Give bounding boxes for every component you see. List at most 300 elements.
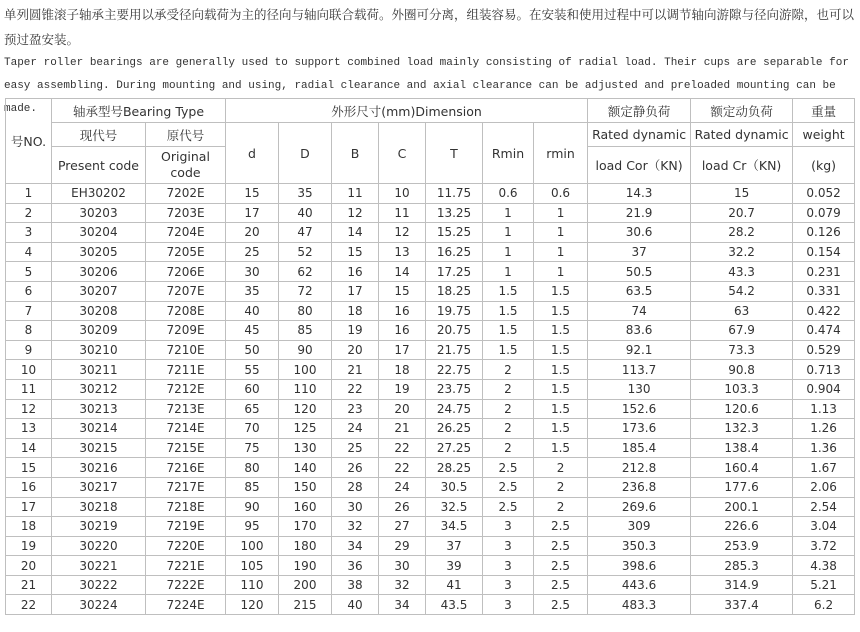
cell-dynamic-load: 54.2 (691, 281, 793, 301)
cell-original-code: 7211E (146, 360, 226, 380)
cell-weight: 0.529 (793, 340, 855, 360)
header-no: 号NO. (6, 99, 52, 184)
header-rmin: rmin (534, 123, 588, 184)
cell-d: 85 (226, 477, 279, 497)
cell-dynamic-load: 67.9 (691, 321, 793, 341)
cell-d: 100 (226, 536, 279, 556)
cell-outer-d: 80 (279, 301, 332, 321)
cell-c: 26 (379, 497, 426, 517)
cell-rmin-cap: 2 (483, 399, 534, 419)
cell-rmin: 2.5 (534, 556, 588, 576)
cell-dynamic-load: 43.3 (691, 262, 793, 282)
cell-b: 40 (332, 595, 379, 615)
table-row (6, 321, 855, 341)
cell-c: 34 (379, 595, 426, 615)
cell-c: 30 (379, 556, 426, 576)
table-row (6, 438, 855, 458)
cell-b: 18 (332, 301, 379, 321)
cell-dynamic-load: 132.3 (691, 419, 793, 439)
cell-b: 15 (332, 242, 379, 262)
cell-static-load: 37 (588, 242, 691, 262)
cell-rmin-cap: 2 (483, 419, 534, 439)
cell-rmin-cap: 2.5 (483, 497, 534, 517)
cell-rmin-cap: 2 (483, 379, 534, 399)
cell-no: 19 (6, 536, 52, 556)
cell-t: 28.25 (426, 458, 483, 478)
cell-outer-d: 40 (279, 203, 332, 223)
cell-b: 24 (332, 419, 379, 439)
bearing-spec-table (5, 98, 855, 615)
cell-weight: 4.38 (793, 556, 855, 576)
cell-b: 30 (332, 497, 379, 517)
cell-c: 29 (379, 536, 426, 556)
cell-t: 13.25 (426, 203, 483, 223)
cell-c: 27 (379, 517, 426, 537)
cell-c: 21 (379, 419, 426, 439)
cell-present-code: 30213 (52, 399, 146, 419)
cell-rmin-cap: 3 (483, 575, 534, 595)
cell-no: 7 (6, 301, 52, 321)
cell-present-code: 30217 (52, 477, 146, 497)
cell-original-code: 7214E (146, 419, 226, 439)
cell-static-load: 185.4 (588, 438, 691, 458)
cell-original-code: 7224E (146, 595, 226, 615)
cell-d: 65 (226, 399, 279, 419)
cell-present-code: 30210 (52, 340, 146, 360)
cell-t: 32.5 (426, 497, 483, 517)
cell-no: 17 (6, 497, 52, 517)
cell-b: 28 (332, 477, 379, 497)
header-weight-unit: (kg) (793, 147, 855, 184)
cell-c: 13 (379, 242, 426, 262)
cell-d: 30 (226, 262, 279, 282)
header-c: C (379, 123, 426, 184)
cell-rmin: 1.5 (534, 360, 588, 380)
cell-outer-d: 62 (279, 262, 332, 282)
cell-dynamic-load: 177.6 (691, 477, 793, 497)
cell-b: 11 (332, 184, 379, 204)
cell-t: 19.75 (426, 301, 483, 321)
cell-t: 26.25 (426, 419, 483, 439)
table-row (6, 203, 855, 223)
cell-no: 12 (6, 399, 52, 419)
cell-c: 24 (379, 477, 426, 497)
cell-outer-d: 120 (279, 399, 332, 419)
cell-rmin: 1 (534, 203, 588, 223)
header-static-load-unit: load Cor（KN) (588, 147, 691, 184)
cell-rmin: 1.5 (534, 438, 588, 458)
cell-present-code: 30216 (52, 458, 146, 478)
cell-no: 4 (6, 242, 52, 262)
cell-weight: 0.331 (793, 281, 855, 301)
cell-static-load: 483.3 (588, 595, 691, 615)
cell-weight: 0.052 (793, 184, 855, 204)
header-bearing-type: 轴承型号Bearing Type (52, 99, 226, 123)
cell-original-code: 7204E (146, 223, 226, 243)
header-static-load-en: Rated dynamic (588, 123, 691, 147)
table-row (6, 360, 855, 380)
cell-original-code: 7220E (146, 536, 226, 556)
cell-weight: 5.21 (793, 575, 855, 595)
cell-d: 110 (226, 575, 279, 595)
cell-weight: 0.079 (793, 203, 855, 223)
cell-rmin: 2 (534, 477, 588, 497)
cell-present-code: 30204 (52, 223, 146, 243)
cell-static-load: 14.3 (588, 184, 691, 204)
cell-rmin-cap: 3 (483, 517, 534, 537)
cell-t: 23.75 (426, 379, 483, 399)
cell-no: 3 (6, 223, 52, 243)
cell-c: 19 (379, 379, 426, 399)
header-present-code-en: Present code (52, 147, 146, 184)
cell-rmin-cap: 1.5 (483, 301, 534, 321)
cell-no: 16 (6, 477, 52, 497)
cell-t: 22.75 (426, 360, 483, 380)
cell-c: 22 (379, 438, 426, 458)
cell-dynamic-load: 200.1 (691, 497, 793, 517)
cell-weight: 0.904 (793, 379, 855, 399)
cell-t: 17.25 (426, 262, 483, 282)
cell-outer-d: 200 (279, 575, 332, 595)
cell-original-code: 7205E (146, 242, 226, 262)
cell-original-code: 7207E (146, 281, 226, 301)
cell-d: 75 (226, 438, 279, 458)
cell-rmin-cap: 1.5 (483, 281, 534, 301)
table-body (6, 184, 855, 615)
cell-weight: 0.154 (793, 242, 855, 262)
header-dynamic-load-en: Rated dynamic (691, 123, 793, 147)
cell-t: 20.75 (426, 321, 483, 341)
cell-t: 18.25 (426, 281, 483, 301)
cell-no: 6 (6, 281, 52, 301)
cell-outer-d: 150 (279, 477, 332, 497)
cell-d: 105 (226, 556, 279, 576)
cell-dynamic-load: 160.4 (691, 458, 793, 478)
cell-weight: 1.26 (793, 419, 855, 439)
cell-rmin: 2 (534, 497, 588, 517)
table-row (6, 184, 855, 204)
cell-d: 90 (226, 497, 279, 517)
cell-outer-d: 130 (279, 438, 332, 458)
cell-b: 34 (332, 536, 379, 556)
cell-d: 60 (226, 379, 279, 399)
cell-rmin-cap: 1 (483, 242, 534, 262)
table-row (6, 575, 855, 595)
cell-static-load: 30.6 (588, 223, 691, 243)
header-d: d (226, 123, 279, 184)
cell-static-load: 130 (588, 379, 691, 399)
cell-original-code: 7206E (146, 262, 226, 282)
cell-static-load: 74 (588, 301, 691, 321)
cell-t: 30.5 (426, 477, 483, 497)
cell-rmin-cap: 3 (483, 536, 534, 556)
cell-t: 21.75 (426, 340, 483, 360)
cell-present-code: 30211 (52, 360, 146, 380)
cell-original-code: 7218E (146, 497, 226, 517)
cell-rmin: 1.5 (534, 321, 588, 341)
cell-no: 22 (6, 595, 52, 615)
cell-weight: 3.04 (793, 517, 855, 537)
cell-d: 95 (226, 517, 279, 537)
cell-rmin-cap: 1.5 (483, 340, 534, 360)
cell-d: 120 (226, 595, 279, 615)
cell-dynamic-load: 32.2 (691, 242, 793, 262)
cell-original-code: 7222E (146, 575, 226, 595)
cell-c: 16 (379, 321, 426, 341)
cell-outer-d: 110 (279, 379, 332, 399)
cell-t: 24.75 (426, 399, 483, 419)
cell-t: 34.5 (426, 517, 483, 537)
cell-present-code: 30207 (52, 281, 146, 301)
intro-chinese: 单列圆锥滚子轴承主要用以承受径向载荷为主的径向与轴向联合载荷。外圈可分离，组装容易。在安装和使用过程中可以调节轴向游隙与径向游隙，也可以预过盈安装。 (4, 7, 855, 47)
cell-outer-d: 180 (279, 536, 332, 556)
cell-d: 50 (226, 340, 279, 360)
cell-outer-d: 215 (279, 595, 332, 615)
cell-outer-d: 140 (279, 458, 332, 478)
cell-d: 35 (226, 281, 279, 301)
cell-static-load: 398.6 (588, 556, 691, 576)
cell-static-load: 443.6 (588, 575, 691, 595)
cell-no: 21 (6, 575, 52, 595)
cell-rmin: 1.5 (534, 301, 588, 321)
cell-rmin: 1 (534, 223, 588, 243)
cell-outer-d: 52 (279, 242, 332, 262)
header-dimension: 外形尺寸(mm)Dimension (226, 99, 588, 123)
table-row (6, 517, 855, 537)
cell-weight: 3.72 (793, 536, 855, 556)
cell-present-code: 30215 (52, 438, 146, 458)
cell-dynamic-load: 28.2 (691, 223, 793, 243)
cell-present-code: 30212 (52, 379, 146, 399)
cell-no: 2 (6, 203, 52, 223)
cell-d: 40 (226, 301, 279, 321)
cell-t: 43.5 (426, 595, 483, 615)
cell-dynamic-load: 226.6 (691, 517, 793, 537)
cell-weight: 0.231 (793, 262, 855, 282)
cell-t: 15.25 (426, 223, 483, 243)
cell-b: 14 (332, 223, 379, 243)
cell-present-code: 30205 (52, 242, 146, 262)
cell-no: 14 (6, 438, 52, 458)
cell-c: 10 (379, 184, 426, 204)
table-row (6, 477, 855, 497)
cell-rmin: 0.6 (534, 184, 588, 204)
cell-static-load: 269.6 (588, 497, 691, 517)
cell-dynamic-load: 103.3 (691, 379, 793, 399)
cell-t: 39 (426, 556, 483, 576)
cell-rmin: 2.5 (534, 595, 588, 615)
cell-b: 21 (332, 360, 379, 380)
cell-outer-d: 170 (279, 517, 332, 537)
cell-weight: 2.06 (793, 477, 855, 497)
cell-no: 11 (6, 379, 52, 399)
cell-no: 18 (6, 517, 52, 537)
cell-rmin: 2 (534, 458, 588, 478)
cell-dynamic-load: 63 (691, 301, 793, 321)
cell-rmin-cap: 3 (483, 595, 534, 615)
cell-weight: 0.126 (793, 223, 855, 243)
table-row (6, 340, 855, 360)
cell-original-code: 7208E (146, 301, 226, 321)
cell-b: 19 (332, 321, 379, 341)
cell-d: 15 (226, 184, 279, 204)
table-row (6, 301, 855, 321)
cell-present-code: 30203 (52, 203, 146, 223)
cell-c: 18 (379, 360, 426, 380)
cell-static-load: 309 (588, 517, 691, 537)
cell-static-load: 83.6 (588, 321, 691, 341)
table-row (6, 242, 855, 262)
cell-static-load: 21.9 (588, 203, 691, 223)
cell-original-code: 7213E (146, 399, 226, 419)
cell-static-load: 173.6 (588, 419, 691, 439)
cell-rmin: 1 (534, 262, 588, 282)
cell-rmin-cap: 0.6 (483, 184, 534, 204)
cell-c: 20 (379, 399, 426, 419)
cell-dynamic-load: 120.6 (691, 399, 793, 419)
cell-outer-d: 47 (279, 223, 332, 243)
cell-b: 16 (332, 262, 379, 282)
header-static-load-zh: 额定静负荷 (588, 99, 691, 123)
table-row (6, 223, 855, 243)
cell-c: 17 (379, 340, 426, 360)
intro-english: Taper roller bearings are generally used to support combined load mainly consisting of radial load. Their cups are separable for easy assembling. During mounting and using, radial clearance and axial clearance can be adjusted and preloaded mounting can be made. (4, 57, 849, 115)
cell-outer-d: 160 (279, 497, 332, 517)
table-row (6, 595, 855, 615)
cell-d: 45 (226, 321, 279, 341)
header-present-code-zh: 现代号 (52, 123, 146, 147)
cell-present-code: 30206 (52, 262, 146, 282)
cell-t: 37 (426, 536, 483, 556)
header-dynamic-load-unit: load Cr（KN) (691, 147, 793, 184)
cell-rmin-cap: 2 (483, 360, 534, 380)
cell-static-load: 92.1 (588, 340, 691, 360)
header-t: T (426, 123, 483, 184)
cell-outer-d: 72 (279, 281, 332, 301)
cell-rmin: 2.5 (534, 536, 588, 556)
cell-weight: 2.54 (793, 497, 855, 517)
cell-c: 16 (379, 301, 426, 321)
cell-d: 80 (226, 458, 279, 478)
cell-outer-d: 190 (279, 556, 332, 576)
cell-no: 9 (6, 340, 52, 360)
cell-dynamic-load: 253.9 (691, 536, 793, 556)
cell-dynamic-load: 314.9 (691, 575, 793, 595)
cell-no: 15 (6, 458, 52, 478)
cell-rmin-cap: 1 (483, 262, 534, 282)
cell-original-code: 7210E (146, 340, 226, 360)
cell-present-code: 30214 (52, 419, 146, 439)
cell-static-load: 63.5 (588, 281, 691, 301)
cell-outer-d: 35 (279, 184, 332, 204)
cell-rmin: 2.5 (534, 517, 588, 537)
table-row (6, 399, 855, 419)
cell-no: 13 (6, 419, 52, 439)
cell-static-load: 50.5 (588, 262, 691, 282)
cell-rmin: 1.5 (534, 281, 588, 301)
cell-t: 41 (426, 575, 483, 595)
cell-b: 22 (332, 379, 379, 399)
header-original-code-en: Original code (146, 147, 226, 184)
cell-original-code: 7216E (146, 458, 226, 478)
table-row (6, 458, 855, 478)
table-row (6, 281, 855, 301)
cell-no: 10 (6, 360, 52, 380)
cell-static-load: 152.6 (588, 399, 691, 419)
header-dynamic-load-zh: 额定动负荷 (691, 99, 793, 123)
cell-rmin-cap: 1.5 (483, 321, 534, 341)
cell-dynamic-load: 15 (691, 184, 793, 204)
table-row (6, 556, 855, 576)
cell-d: 25 (226, 242, 279, 262)
cell-b: 38 (332, 575, 379, 595)
cell-b: 20 (332, 340, 379, 360)
cell-b: 32 (332, 517, 379, 537)
cell-c: 14 (379, 262, 426, 282)
cell-c: 12 (379, 223, 426, 243)
cell-rmin-cap: 2.5 (483, 477, 534, 497)
cell-d: 17 (226, 203, 279, 223)
cell-rmin-cap: 3 (483, 556, 534, 576)
cell-present-code: 30222 (52, 575, 146, 595)
header-outer-d: D (279, 123, 332, 184)
cell-original-code: 7212E (146, 379, 226, 399)
cell-dynamic-load: 90.8 (691, 360, 793, 380)
cell-c: 11 (379, 203, 426, 223)
cell-b: 23 (332, 399, 379, 419)
header-weight-zh: 重量 (793, 99, 855, 123)
cell-dynamic-load: 337.4 (691, 595, 793, 615)
cell-rmin-cap: 1 (483, 203, 534, 223)
cell-b: 17 (332, 281, 379, 301)
cell-static-load: 236.8 (588, 477, 691, 497)
cell-original-code: 7221E (146, 556, 226, 576)
cell-present-code: EH30202 (52, 184, 146, 204)
cell-outer-d: 100 (279, 360, 332, 380)
cell-b: 12 (332, 203, 379, 223)
header-rmin-cap: Rmin (483, 123, 534, 184)
table-row (6, 419, 855, 439)
cell-c: 15 (379, 281, 426, 301)
cell-static-load: 212.8 (588, 458, 691, 478)
cell-no: 1 (6, 184, 52, 204)
cell-outer-d: 90 (279, 340, 332, 360)
cell-rmin: 1.5 (534, 399, 588, 419)
cell-c: 32 (379, 575, 426, 595)
cell-dynamic-load: 20.7 (691, 203, 793, 223)
cell-rmin-cap: 2 (483, 438, 534, 458)
cell-weight: 1.67 (793, 458, 855, 478)
cell-original-code: 7202E (146, 184, 226, 204)
cell-weight: 0.422 (793, 301, 855, 321)
cell-present-code: 30218 (52, 497, 146, 517)
cell-d: 55 (226, 360, 279, 380)
cell-original-code: 7215E (146, 438, 226, 458)
cell-d: 70 (226, 419, 279, 439)
cell-present-code: 30224 (52, 595, 146, 615)
cell-no: 5 (6, 262, 52, 282)
cell-b: 36 (332, 556, 379, 576)
cell-c: 22 (379, 458, 426, 478)
table-row (6, 262, 855, 282)
cell-outer-d: 85 (279, 321, 332, 341)
cell-weight: 1.36 (793, 438, 855, 458)
cell-original-code: 7209E (146, 321, 226, 341)
cell-no: 20 (6, 556, 52, 576)
cell-original-code: 7219E (146, 517, 226, 537)
cell-t: 16.25 (426, 242, 483, 262)
cell-weight: 0.713 (793, 360, 855, 380)
